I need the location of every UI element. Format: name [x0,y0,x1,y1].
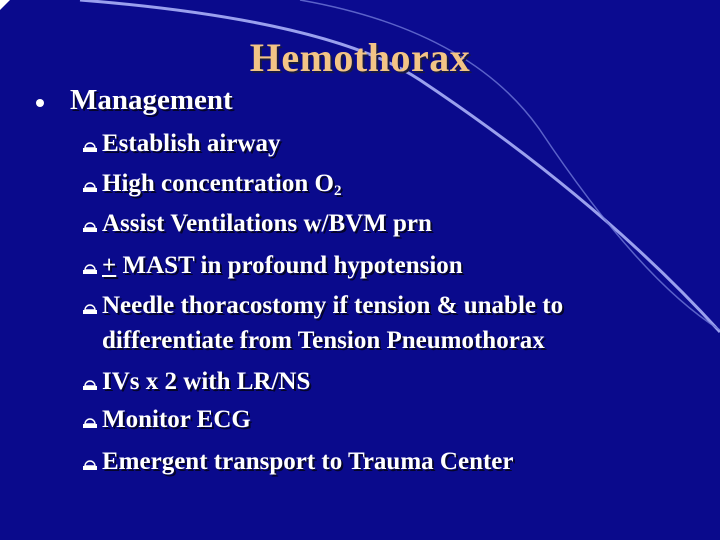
bullet-text-continuation: differentiate from Tension Pneumothorax [102,327,545,354]
bullet-text: IVs x 2 with LR/NS [102,368,311,395]
slide-title: Hemothorax [249,35,471,80]
bullet-text: High concentration $O_2$ [102,170,342,199]
emergency-light-icon [82,219,98,233]
plus-minus-sign: + [102,252,117,279]
bullet-text: Emergent transport to Trauma Center [102,448,514,475]
bullet-text: Establish airway [102,130,281,157]
emergency-light-icon [82,301,98,315]
emergency-light-icon [82,179,98,193]
subscript: 2 [333,183,342,199]
emergency-light-icon [82,139,98,153]
emergency-light-icon [82,261,98,275]
emergency-light-icon [82,377,98,391]
heading-text: Management [70,84,233,116]
heading-item [36,84,233,117]
bullet-text: Needle thoracostomy if tension & unable to [102,292,564,319]
bullet-dot-icon [36,99,44,107]
bullet-text: + MAST in profound hypotension [102,252,463,279]
emergency-light-icon [82,457,98,471]
bullet-text: Assist Ventilations w/BVM prn [102,210,432,237]
bullet-text: Monitor ECG [102,406,251,433]
emergency-light-icon [82,415,98,429]
